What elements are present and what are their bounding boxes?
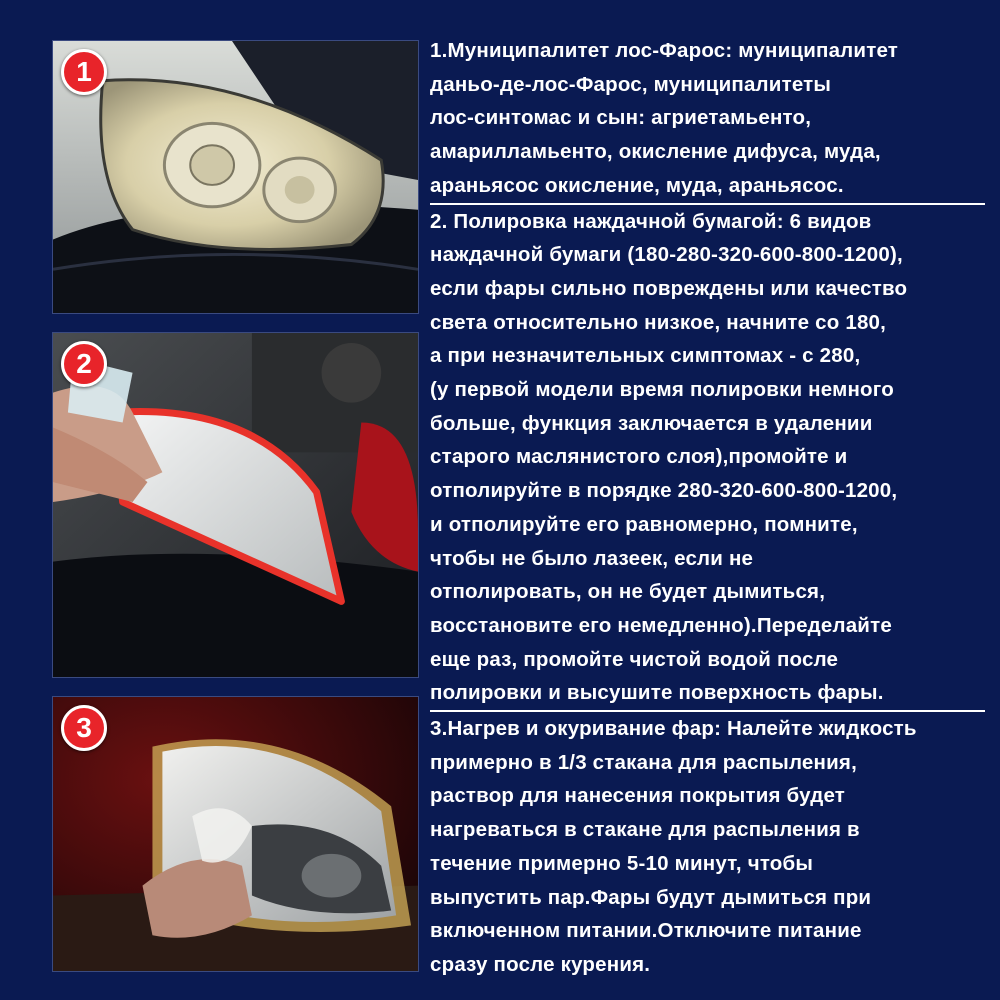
step-badge-1: 1 xyxy=(61,49,107,95)
step-2-text: 2. Полировка наждачной бумагой: 6 видов наждачной бумаги (180-280-320-600-800-1200), если фары сильно повреждены или качество света относительно низкое, начните со 180, а при незначительных симптомах - с 280, (у первой модели время полировки немного больше, функция заключается в удалении старого маслянистого слоя),промойте и отполируйте в порядке 280-320-600-800-1200, и отполируйте его равномерно, помните, чтобы не было лазеек, если не отполировать, он не будет дымиться, восстановите его немедленно).Переделайте еще раз, промойте чистой водой после полировки и высушите поверхность фары. xyxy=(430,209,908,705)
step-badge-3: 3 xyxy=(61,705,107,751)
vapor-fumigation-image xyxy=(53,697,418,971)
instructions-column xyxy=(430,34,1000,982)
oxidized-headlight-image xyxy=(53,41,418,313)
photo-oxidized-headlight xyxy=(52,40,419,314)
photo-sanding-headlight xyxy=(52,332,419,678)
step-3-text: 3.Нагрев и окуривание фар: Налейте жидкость примерно в 1/3 стакана для распыления, раствор для нанесения покрытия будет нагреваться в стакане для распыления в течение примерно 5-10 минут, чтобы выпустить пар.Фары будут дымиться при включенном питании.Отключите питание сразу после курения. xyxy=(430,717,917,976)
photo-vapor-fumigation xyxy=(52,696,419,972)
step-1-text: 1.Муниципалитет лос-Фарос: муниципалитет даньо-де-лос-Фарос, муниципалитеты лос-синтомас и сын: агриетамьенто, амарилламьенто, окисление дифуса, муда, араньясос окисление, муда, араньясос. xyxy=(430,39,899,197)
step-badge-2: 2 xyxy=(61,341,107,387)
sanding-headlight-image xyxy=(53,333,418,677)
